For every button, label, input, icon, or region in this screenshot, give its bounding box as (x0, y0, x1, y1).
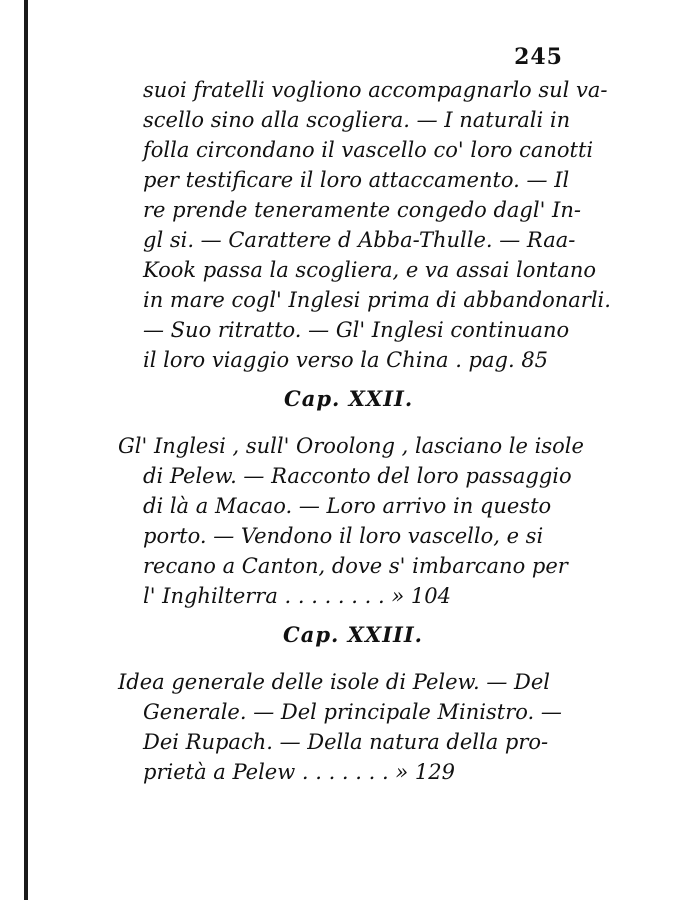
text-line: prietà a Pelew . . . . . . . » 129 (143, 760, 455, 784)
text-line: di Pelew. — Racconto del loro passaggio (143, 464, 572, 488)
text-line: porto. — Vendono il loro vascello, e si (143, 524, 544, 548)
text-line: di là a Macao. — Loro arrivo in questo (143, 494, 552, 518)
chapter-heading-xxiii: Cap. XXIII. (283, 622, 423, 647)
text-line: gl si. — Carattere d Abba-Thulle. — Raa- (143, 228, 576, 252)
text-line: il loro viaggio verso la China . pag. 85 (143, 348, 549, 372)
text-line: Idea generale delle isole di Pelew. — Del (118, 670, 551, 694)
text-line: in mare cogl' Inglesi prima di abbandonarli. (143, 288, 611, 312)
text-line: Gl' Inglesi , sull' Oroolong , lasciano le isole (118, 434, 584, 458)
text-line: re prende teneramente congedo dagl' In- (143, 198, 581, 222)
text-line: Generale. — Del principale Ministro. — (143, 700, 562, 724)
chapter-heading-xxii: Cap. XXII. (284, 386, 414, 411)
text-line: recano a Canton, dove s' imbarcano per (143, 554, 568, 578)
text-line: folla circondano il vascello co' loro canotti (143, 138, 594, 162)
text-line: Kook passa la scogliera, e va assai lontano (143, 258, 596, 282)
text-line: Dei Rupach. — Della natura della pro- (143, 730, 549, 754)
book-spine-edge (24, 0, 28, 900)
text-line: per testificare il loro attaccamento. — Il (143, 168, 570, 192)
page-number: 245 (514, 44, 563, 70)
text-line: scello sino alla scogliera. — I naturali in (143, 108, 571, 132)
text-line: suoi fratelli vogliono accompagnarlo sul va- (143, 78, 608, 102)
text-line: l' Inghilterra . . . . . . . . » 104 (143, 584, 451, 608)
text-line: — Suo ritratto. — Gl' Inglesi continuano (143, 318, 570, 342)
